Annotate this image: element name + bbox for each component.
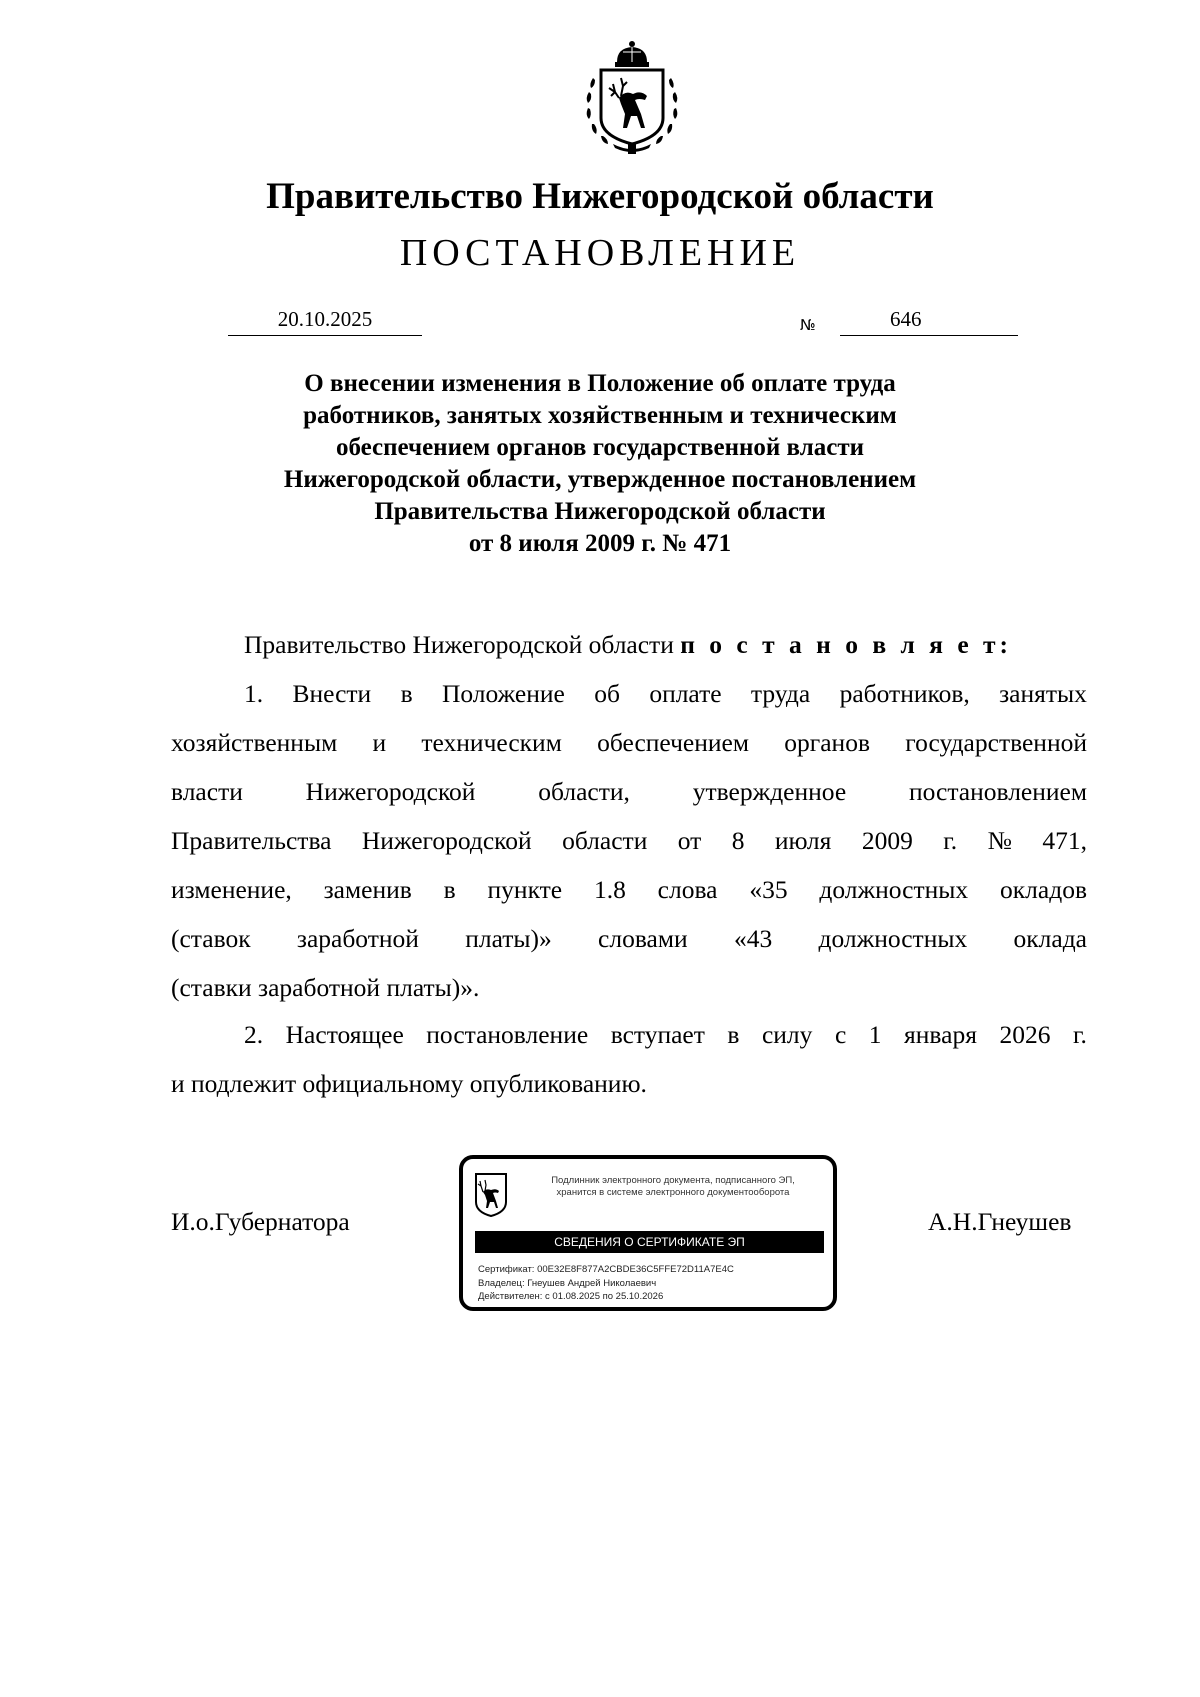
organization-title: Правительство Нижегородской области [266,176,934,217]
stamp-header [528,1175,818,1199]
word: Нижегородской [361,826,532,855]
certificate-validity: Действителен: с 01.08.2025 по 25.10.2026 [478,1291,664,1302]
word: пункте [487,875,563,904]
document-type: ПОСТАНОВЛЕНИЕ [399,232,801,274]
word: труда [750,679,811,708]
word: в [400,679,413,708]
word: изменение, [171,875,292,904]
document-number-field [840,307,1018,336]
word: с [834,1020,847,1049]
coat-of-arms-emblem [579,38,685,156]
word: техническим [421,728,562,757]
word: обеспечением [597,728,749,757]
document-subject [160,368,1040,560]
word: 1. [244,679,264,708]
paragraph-line [171,914,1087,963]
word: Положение [441,679,565,708]
word: заработной [296,924,419,953]
signatory-role: И.о.Губернатора [171,1207,350,1236]
stamp-title: СВЕДЕНИЯ О СЕРТИФИКАТЕ ЭП [475,1231,824,1253]
paragraph-line [171,816,1087,865]
crown-icon [615,41,649,67]
word: области [562,826,648,855]
signatory-name: А.Н.Гнеушев [928,1207,1072,1236]
word: должностных [818,924,968,953]
word: 471, [1042,826,1087,855]
intro-text: Правительство Нижегородской области [244,630,674,659]
word: Внести [292,679,372,708]
stamp-header-line: хранится в системе электронного документооборота [556,1187,790,1198]
word: оклада [1013,924,1087,953]
word: Правительства [171,826,332,855]
paragraph-1 [171,669,1087,1012]
subject-line: Правительства Нижегородской области [374,498,826,525]
word: постановление [426,1020,589,1049]
word: Настоящее [285,1020,404,1049]
subject-line: О внесении изменения в Положение об оплате труда [304,370,896,397]
word: силу [761,1020,813,1049]
word: и [372,728,387,757]
word: слова [657,875,718,904]
certificate-id: Сертификат: 00E32E8F877A2CBDE36C5FFE72D11A7E4C [478,1264,734,1275]
paragraph-line [171,718,1087,767]
document-number: 646 [890,307,922,331]
intro-verb: п о с т а н о в л я е т: [680,630,1013,659]
word: словами [598,924,688,953]
word: № [987,826,1012,855]
paragraph-line [171,1010,1087,1059]
word: «43 [733,924,773,953]
word: в [443,875,456,904]
word: занятых [999,679,1087,708]
resolution-intro [244,620,1084,669]
word: заменив [323,875,412,904]
word: 2026 [999,1020,1051,1049]
word: июля [774,826,832,855]
stamp-deer-icon [474,1172,508,1217]
word: хозяйственным [171,728,338,757]
stamp-details [478,1263,734,1304]
word: оплате [649,679,722,708]
word: постановлением [908,777,1087,806]
word: об [594,679,620,708]
number-sign: № [800,316,816,334]
subject-line: Нижегородской области, утвержденное постановлением [283,466,917,493]
paragraph-line [171,865,1087,914]
paragraph-2 [171,1010,1087,1108]
paragraph-line [171,669,1087,718]
word: Нижегородской [305,777,476,806]
word: «35 [749,875,788,904]
word: области, [538,777,630,806]
stamp-header-line: Подлинник электронного документа, подписанного ЭП, [551,1175,795,1186]
word: 2009 [861,826,913,855]
word: г. [943,826,958,855]
word: платы)» [465,924,552,953]
word: 8 [731,826,745,855]
word: 1.8 [593,875,626,904]
electronic-signature-stamp [459,1155,837,1311]
document-date: 20.10.2025 [228,307,422,336]
paragraph-line [171,767,1087,816]
word: органов [784,728,870,757]
certificate-owner: Владелец: Гнеушев Андрей Николаевич [478,1277,657,1289]
word: 1 [868,1020,882,1049]
word: работников, [839,679,970,708]
word: утвержденное [692,777,847,806]
word: власти [171,777,243,806]
word: должностных [819,875,969,904]
word: г. [1072,1020,1087,1049]
paragraph-line: и подлежит официальному опубликованию. [171,1069,647,1098]
word: от [677,826,702,855]
word: государственной [905,728,1087,757]
paragraph-line: (ставки заработной платы)». [171,973,480,1002]
subject-line: работников, занятых хозяйственным и техническим [303,402,897,429]
word: вступает [610,1020,705,1049]
word: в [727,1020,740,1049]
word: января [904,1020,977,1049]
word: окладов [1000,875,1087,904]
word: (ставок [171,924,251,953]
subject-line: от 8 июля 2009 г. № 471 [468,530,732,557]
subject-line: обеспечением органов государственной власти [335,434,865,461]
word: 2. [244,1020,264,1049]
